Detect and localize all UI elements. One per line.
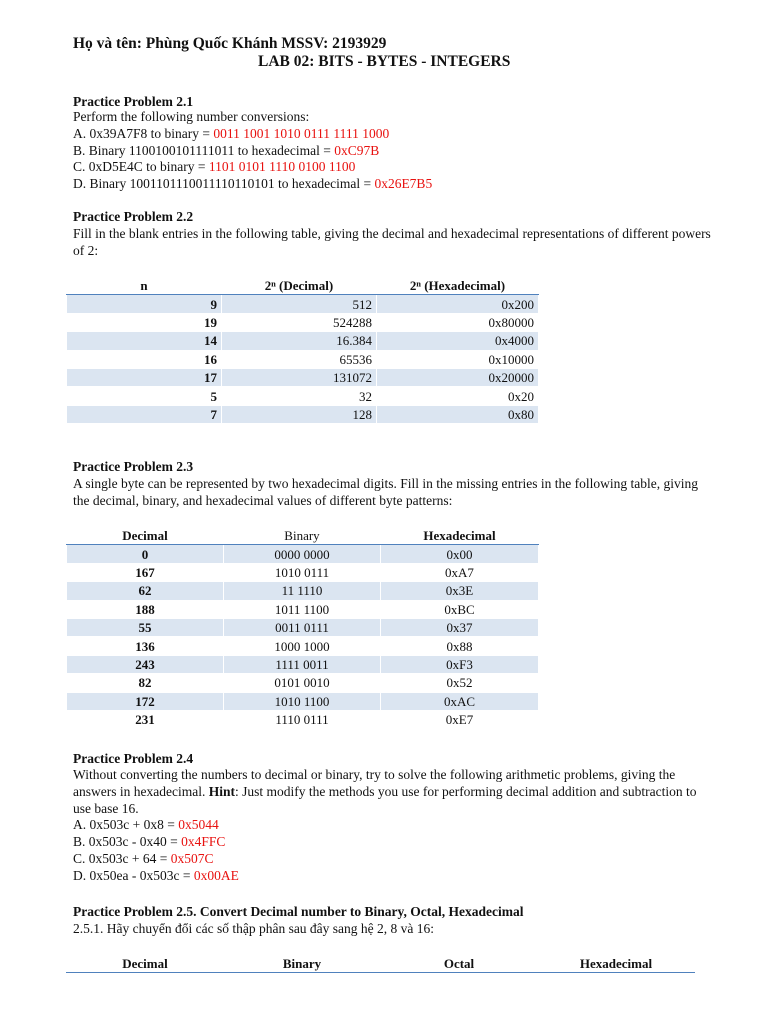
cell-binary: 1110 0111 [224, 710, 381, 728]
cell-n: 16 [67, 350, 222, 368]
cell-binary: 1010 1100 [224, 692, 381, 710]
cell-hex: 0x3E [381, 582, 539, 600]
table-header-row [67, 277, 539, 295]
cell-hex: 0xBC [381, 600, 539, 618]
column-header: Octal [381, 955, 538, 973]
cell-decimal: 0 [67, 545, 224, 563]
table-header-row [67, 527, 539, 545]
answer-text: 0x507C [170, 850, 214, 866]
question-text: B. 0x503c - 0x40 = [73, 834, 182, 850]
table-row [67, 313, 539, 331]
table-row [67, 350, 539, 368]
intro-text: Without converting the numbers to decimal or binary, try to solve the following arithmetic problems, giving the answers in hexadecimal. [73, 767, 676, 799]
cell-decimal: 172 [67, 692, 224, 710]
answer-text: 1101 0101 1110 0100 1100 [208, 159, 356, 175]
cell-binary: 1000 1000 [224, 637, 381, 655]
column-header: 2ⁿ (Decimal) [222, 277, 377, 295]
question-text: C. 0x503c + 64 = [73, 850, 171, 866]
cell-binary: 1011 1100 [224, 600, 381, 618]
conversion-table [66, 954, 695, 973]
cell-decimal: 131072 [222, 368, 377, 386]
problem-2-1-item-b [73, 143, 713, 160]
cell-hex: 0x88 [381, 637, 539, 655]
cell-binary: 0101 0010 [224, 674, 381, 692]
cell-hex: 0xE7 [381, 710, 539, 728]
problem-2-4-body [73, 767, 713, 885]
cell-decimal: 188 [67, 600, 224, 618]
column-header: n [67, 277, 222, 295]
problem-2-1-heading: Practice Problem 2.1 [73, 94, 194, 109]
column-header: 2ⁿ (Hexadecimal) [377, 277, 539, 295]
table-row [67, 637, 539, 655]
table-row [67, 295, 539, 313]
column-header: Binary [224, 955, 381, 973]
cell-decimal: 55 [67, 618, 224, 636]
answer-text: 0x26E7B5 [374, 176, 433, 192]
problem-2-4-heading: Practice Problem 2.4 [73, 751, 194, 766]
cell-decimal: 82 [67, 674, 224, 692]
cell-n: 17 [67, 368, 222, 386]
table-row [67, 387, 539, 405]
table-row [67, 368, 539, 386]
cell-hex: 0x37 [381, 618, 539, 636]
cell-decimal: 128 [222, 405, 377, 423]
problem-2-5-sub: 2.5.1. Hãy chuyển đổi các số thập phân sau đây sang hệ 2, 8 và 16: [73, 921, 435, 936]
cell-decimal: 32 [222, 387, 377, 405]
answer-text: 0x4FFC [181, 834, 226, 850]
question-text: A. 0x39A7F8 to binary = [73, 125, 214, 141]
answer-text: 0x5044 [178, 817, 219, 833]
cell-decimal: 65536 [222, 350, 377, 368]
question-text: D. Binary 1001101110011110110101 to hexadecimal = [73, 176, 375, 192]
problem-2-3-heading: Practice Problem 2.3 [73, 459, 194, 474]
byte-patterns-table [66, 526, 539, 729]
table-row [67, 563, 539, 581]
cell-decimal: 524288 [222, 313, 377, 331]
cell-decimal: 136 [67, 637, 224, 655]
cell-binary: 1111 0011 [224, 655, 381, 673]
problem-2-4-intro [73, 767, 713, 817]
cell-n: 19 [67, 313, 222, 331]
cell-decimal: 62 [67, 582, 224, 600]
column-header: Binary [224, 527, 381, 545]
cell-hex: 0x200 [377, 295, 539, 313]
cell-decimal: 167 [67, 563, 224, 581]
table-row [67, 332, 539, 350]
column-header: Decimal [67, 955, 224, 973]
cell-hex: 0x80 [377, 405, 539, 423]
question-text: C. 0xD5E4C to binary = [73, 159, 209, 175]
problem-2-4-item-c [73, 851, 713, 868]
table-row [67, 405, 539, 423]
hint-label: Hint [208, 783, 235, 799]
cell-hex: 0xF3 [381, 655, 539, 673]
powers-of-two-table [66, 276, 539, 424]
cell-hex: 0x4000 [377, 332, 539, 350]
cell-binary: 1010 0111 [224, 563, 381, 581]
cell-decimal: 512 [222, 295, 377, 313]
cell-hex: 0x52 [381, 674, 539, 692]
answer-text: 0xC97B [334, 142, 380, 158]
cell-hex: 0x20 [377, 387, 539, 405]
column-header: Hexadecimal [381, 527, 539, 545]
cell-decimal: 16.384 [222, 332, 377, 350]
answer-text: 0x00AE [193, 867, 239, 883]
problem-2-4-item-b [73, 834, 713, 851]
problem-2-4-item-a [73, 817, 713, 834]
cell-n: 5 [67, 387, 222, 405]
table-header-row [67, 955, 695, 973]
cell-hex: 0x20000 [377, 368, 539, 386]
cell-binary: 11 1110 [224, 582, 381, 600]
student-info: Họ và tên: Phùng Quốc Khánh MSSV: 2193929 [73, 35, 387, 52]
problem-2-1-item-a [73, 126, 713, 143]
table-row [67, 618, 539, 636]
problem-2-2-intro: Fill in the blank entries in the following table, giving the decimal and hexadecimal representations of different powers of 2: [73, 226, 711, 258]
question-text: D. 0x50ea - 0x503c = [73, 867, 194, 883]
lab-title: LAB 02: BITS - BYTES - INTEGERS [258, 53, 511, 70]
problem-2-3-intro: A single byte can be represented by two hexadecimal digits. Fill in the missing entries in the following table, giving the decimal, binary, and hexadecimal values of different byte patterns: [73, 476, 699, 508]
cell-decimal: 231 [67, 710, 224, 728]
cell-hex: 0xAC [381, 692, 539, 710]
answer-text: 0011 1001 1010 0111 1111 1000 [213, 125, 390, 141]
problem-2-2-heading: Practice Problem 2.2 [73, 209, 194, 224]
cell-n: 14 [67, 332, 222, 350]
column-header: Hexadecimal [538, 955, 695, 973]
cell-n: 7 [67, 405, 222, 423]
cell-decimal: 243 [67, 655, 224, 673]
intro-text: : Just modify the methods you use for performing decimal addition and subtraction to use base 16. [73, 783, 697, 816]
problem-2-4-item-d [73, 868, 713, 885]
problem-2-1-item-c [73, 159, 713, 176]
cell-hex: 0xA7 [381, 563, 539, 581]
question-text: A. 0x503c + 0x8 = [73, 817, 179, 833]
cell-hex: 0x00 [381, 545, 539, 563]
table-row [67, 655, 539, 673]
cell-hex: 0x10000 [377, 350, 539, 368]
problem-2-1-intro: Perform the following number conversions: [73, 109, 310, 124]
problem-2-1-body [73, 109, 713, 193]
question-text: B. Binary 1100100101111011 to hexadecimal = [73, 142, 335, 158]
problem-2-1-item-d [73, 176, 713, 193]
cell-hex: 0x80000 [377, 313, 539, 331]
cell-binary: 0011 0111 [224, 618, 381, 636]
table-row [67, 692, 539, 710]
table-row [67, 710, 539, 728]
column-header: Decimal [67, 527, 224, 545]
cell-binary: 0000 0000 [224, 545, 381, 563]
problem-2-5-heading: Practice Problem 2.5. Convert Decimal number to Binary, Octal, Hexadecimal [73, 904, 524, 919]
table-row [67, 545, 539, 563]
table-row [67, 674, 539, 692]
table-row [67, 582, 539, 600]
cell-n: 9 [67, 295, 222, 313]
table-row [67, 600, 539, 618]
